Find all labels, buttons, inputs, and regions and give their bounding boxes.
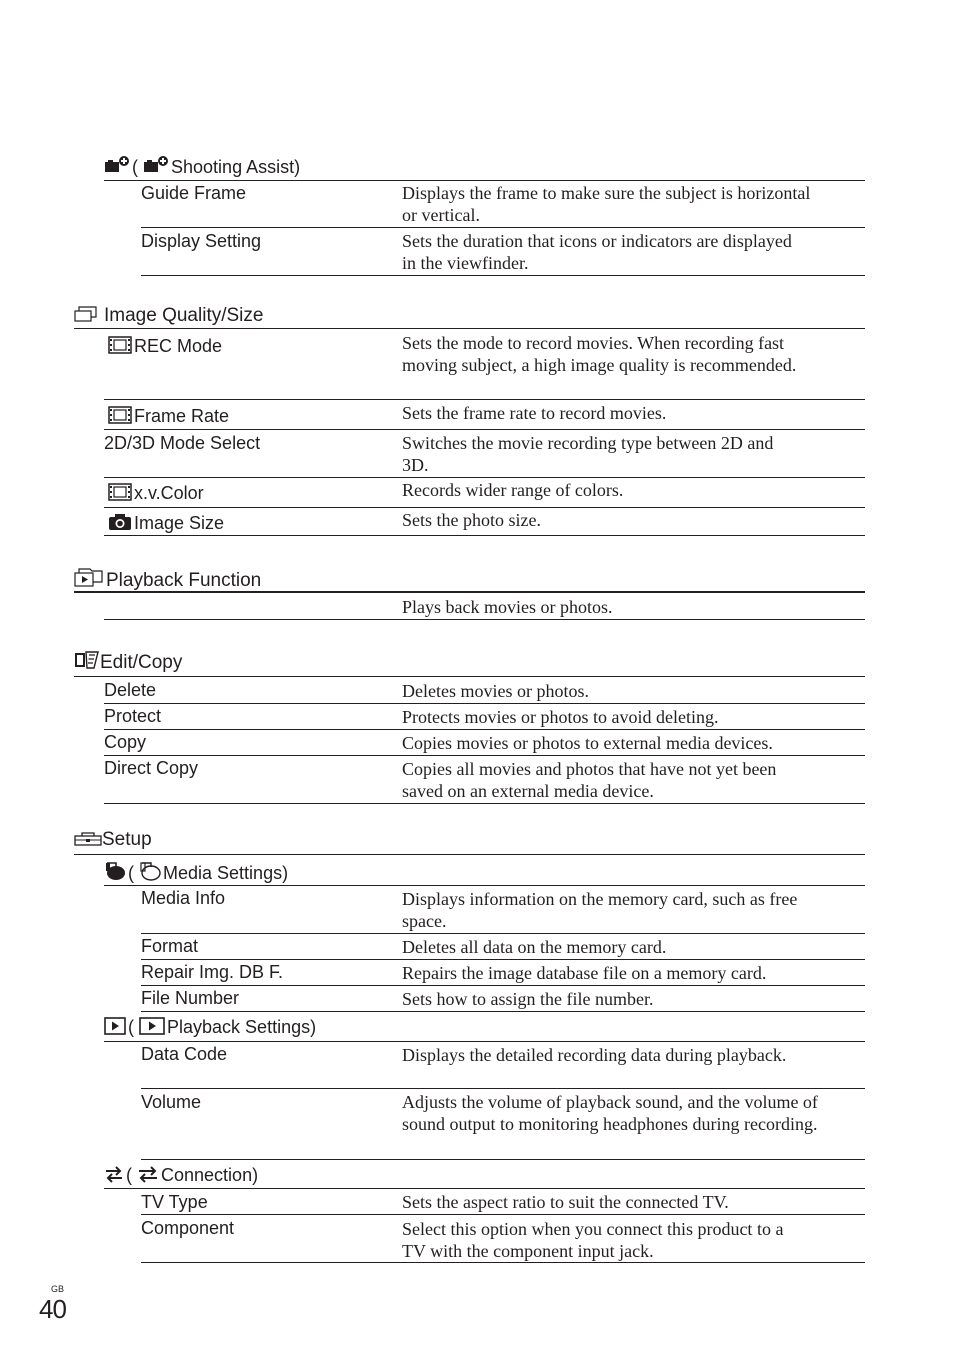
rule bbox=[104, 755, 865, 756]
rule bbox=[104, 399, 865, 400]
rule bbox=[104, 803, 865, 804]
row-label: Component bbox=[141, 1218, 235, 1238]
rule bbox=[74, 854, 865, 855]
row-desc: Sets the aspect ratio to suit the connected TV. bbox=[402, 1192, 729, 1212]
rule bbox=[74, 591, 865, 593]
row-desc: Displays the detailed recording data during playback. bbox=[402, 1045, 787, 1065]
rule bbox=[141, 959, 865, 960]
playback-folders-icon bbox=[74, 566, 104, 588]
row-label: Delete bbox=[104, 680, 157, 700]
row-label: Data Code bbox=[141, 1044, 228, 1064]
film-strip-icon bbox=[108, 483, 132, 501]
rule bbox=[104, 477, 865, 478]
section-header-image-quality bbox=[74, 303, 263, 327]
row-desc: Repairs the image database file on a memory card. bbox=[402, 963, 767, 983]
rule bbox=[141, 985, 865, 986]
subsection-header-playback-settings bbox=[104, 1017, 316, 1038]
rule bbox=[74, 328, 865, 329]
rule bbox=[141, 933, 865, 934]
row-desc: Select this option when you connect this product to a TV with the component input jack. bbox=[402, 1219, 784, 1261]
section-title: Shooting Assist) bbox=[171, 157, 301, 177]
section-title: Edit/Copy bbox=[100, 652, 183, 673]
rule bbox=[104, 885, 865, 886]
row-desc: Records wider range of colors. bbox=[402, 480, 624, 500]
rule bbox=[141, 275, 865, 276]
row-label: Volume bbox=[141, 1092, 202, 1112]
media-card-icon bbox=[139, 861, 161, 881]
subsection-header-connection bbox=[104, 1165, 258, 1186]
row-label: Format bbox=[141, 936, 199, 956]
subsection-header-media-settings bbox=[104, 861, 288, 884]
row-desc: Protects movies or photos to avoid deleting. bbox=[402, 707, 719, 727]
row-label: Protect bbox=[104, 706, 162, 726]
rule bbox=[74, 676, 865, 677]
rule bbox=[141, 227, 865, 228]
row-desc: Deletes movies or photos. bbox=[402, 681, 589, 701]
row-label: Guide Frame bbox=[141, 183, 247, 203]
rule bbox=[104, 1188, 865, 1189]
rule bbox=[104, 619, 865, 620]
film-strip-icon bbox=[108, 336, 132, 354]
rule bbox=[104, 729, 865, 730]
row-label: Display Setting bbox=[141, 231, 262, 251]
section-header-setup bbox=[74, 829, 152, 851]
row-desc: Sets the photo size. bbox=[402, 510, 541, 530]
rule bbox=[141, 1088, 865, 1089]
section-title: Playback Function bbox=[106, 570, 262, 591]
camera-plus-icon bbox=[104, 155, 130, 175]
region-code: GB bbox=[51, 1284, 65, 1294]
row-label: File Number bbox=[141, 988, 240, 1008]
subsection-title: Media Settings) bbox=[163, 863, 289, 883]
paren-open: ( bbox=[128, 863, 134, 883]
rule bbox=[104, 535, 865, 536]
rule bbox=[141, 1159, 865, 1160]
section-title: Setup bbox=[102, 829, 152, 850]
rule bbox=[104, 507, 865, 508]
connection-arrows-icon bbox=[104, 1165, 124, 1183]
row-label-xv-color: x.v.Color bbox=[108, 483, 204, 504]
row-desc: Displays information on the memory card, such as free space. bbox=[402, 889, 798, 931]
row-desc: Deletes all data on the memory card. bbox=[402, 937, 667, 957]
row-label: TV Type bbox=[141, 1192, 208, 1212]
row-desc: Sets the duration that icons or indicators are displayed in the viewfinder. bbox=[402, 231, 792, 273]
row-label: Repair Img. DB F. bbox=[141, 962, 284, 982]
film-strip-icon bbox=[108, 406, 132, 424]
section-header-shooting-assist bbox=[104, 155, 300, 178]
camera-icon bbox=[108, 513, 132, 531]
play-box-icon bbox=[104, 1017, 126, 1035]
page-number: 40 bbox=[39, 1294, 66, 1324]
play-box-icon bbox=[139, 1017, 165, 1035]
rule bbox=[104, 180, 865, 181]
paren-open: ( bbox=[132, 157, 138, 177]
row-desc: Sets how to assign the file number. bbox=[402, 989, 654, 1009]
rule bbox=[104, 429, 865, 430]
row-desc: Adjusts the volume of playback sound, and the volume of sound output to monitoring headphones during recording. bbox=[402, 1092, 818, 1134]
row-label-rec-mode: REC Mode bbox=[108, 336, 222, 357]
row-label-image-size: Image Size bbox=[108, 513, 224, 534]
rule bbox=[141, 1011, 865, 1012]
rule bbox=[104, 1041, 865, 1042]
section-header-playback-function bbox=[74, 566, 261, 592]
paren-open: ( bbox=[126, 1165, 132, 1185]
row-desc: Plays back movies or photos. bbox=[402, 597, 613, 617]
edit-hand-icon bbox=[74, 650, 100, 670]
row-desc: Copies movies or photos to external media devices. bbox=[402, 733, 773, 753]
connection-arrows-icon bbox=[137, 1165, 159, 1183]
rule bbox=[141, 1262, 865, 1263]
row-label: Direct Copy bbox=[104, 758, 199, 778]
rule bbox=[104, 703, 865, 704]
paren-open: ( bbox=[128, 1017, 134, 1037]
row-label: 2D/3D Mode Select bbox=[104, 433, 261, 453]
row-label: Copy bbox=[104, 732, 147, 752]
row-label-frame-rate: Frame Rate bbox=[108, 406, 229, 427]
row-desc: Switches the movie recording type between 2D and 3D. bbox=[402, 433, 774, 475]
row-desc: Sets the frame rate to record movies. bbox=[402, 403, 667, 423]
subsection-title: Playback Settings) bbox=[167, 1017, 317, 1037]
row-desc: Sets the mode to record movies. When recording fast moving subject, a high image quality is recommended. bbox=[402, 333, 797, 375]
row-label: Media Info bbox=[141, 888, 226, 908]
section-header-edit-copy bbox=[74, 650, 182, 674]
row-desc: Copies all movies and photos that have not yet been saved on an external media device. bbox=[402, 759, 777, 801]
subsection-title: Connection) bbox=[161, 1165, 259, 1185]
rule bbox=[141, 1214, 865, 1215]
section-title: Image Quality/Size bbox=[104, 305, 264, 326]
media-card-icon bbox=[104, 861, 126, 881]
camera-plus-icon bbox=[143, 155, 169, 175]
toolbox-icon bbox=[74, 831, 102, 847]
row-desc: Displays the frame to make sure the subject is horizontal or vertical. bbox=[402, 183, 811, 225]
stacked-frames-icon bbox=[74, 303, 102, 323]
